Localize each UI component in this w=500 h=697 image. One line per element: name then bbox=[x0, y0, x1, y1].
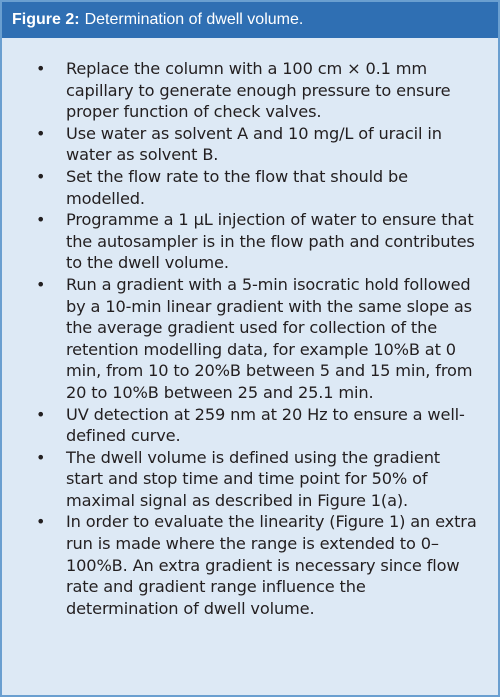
list-item-text: In order to evaluate the linearity (Figure 1) an extra run is made where the range is extended to 0–100%B. An extra gradient is necessary since flow rate and gradient range influence the determination of dwell volume. bbox=[66, 512, 477, 618]
bullet-icon: • bbox=[36, 274, 46, 294]
list-item-text: Replace the column with a 100 cm × 0.1 mm capillary to generate enough pressure to ensure proper function of check valves. bbox=[66, 59, 451, 122]
list-item-text: Use water as solvent A and 10 mg/L of uracil in water as solvent B. bbox=[66, 123, 442, 165]
list-item-text: Set the flow rate to the flow that should be modelled. bbox=[66, 166, 408, 208]
list-item-text: Run a gradient with a 5-min isocratic hold followed by a 10-min linear gradient with the same slope as the average gradient used for collection of the retention modelling data, for example 10%B at 0 min, from 10 to 20%B between 5 and 15 min, from 20 to 10%B between 25 and 25.1 min. bbox=[66, 274, 473, 402]
list-item-text: UV detection at 259 nm at 20 Hz to ensure a well-defined curve. bbox=[66, 404, 465, 446]
figure-label: Figure 2: bbox=[12, 11, 80, 28]
list-item bbox=[32, 58, 480, 123]
list-item bbox=[32, 511, 480, 619]
list-item bbox=[32, 209, 480, 274]
list-item bbox=[32, 447, 480, 512]
figure-title: Determination of dwell volume. bbox=[84, 11, 304, 28]
bullet-icon: • bbox=[36, 166, 46, 186]
bullet-icon: • bbox=[36, 404, 46, 424]
bullet-icon: • bbox=[36, 59, 46, 78]
list-item bbox=[32, 274, 480, 404]
list-item bbox=[32, 404, 480, 447]
bullet-list bbox=[32, 58, 480, 619]
figure-content bbox=[32, 58, 480, 619]
bullet-icon: • bbox=[36, 512, 46, 532]
list-item-text: Programme a 1 μL injection of water to ensure that the autosampler is in the flow path and contributes to the dwell volume. bbox=[66, 210, 475, 273]
figure-header bbox=[2, 2, 498, 38]
bullet-icon: • bbox=[36, 447, 46, 467]
bullet-icon: • bbox=[36, 210, 46, 230]
list-item-text: The dwell volume is defined using the gradient start and stop time and time point for 50% of maximal signal as described in Figure 1(a). bbox=[66, 447, 440, 510]
list-item bbox=[32, 123, 480, 166]
list-item bbox=[32, 166, 480, 209]
bullet-icon: • bbox=[36, 123, 46, 143]
